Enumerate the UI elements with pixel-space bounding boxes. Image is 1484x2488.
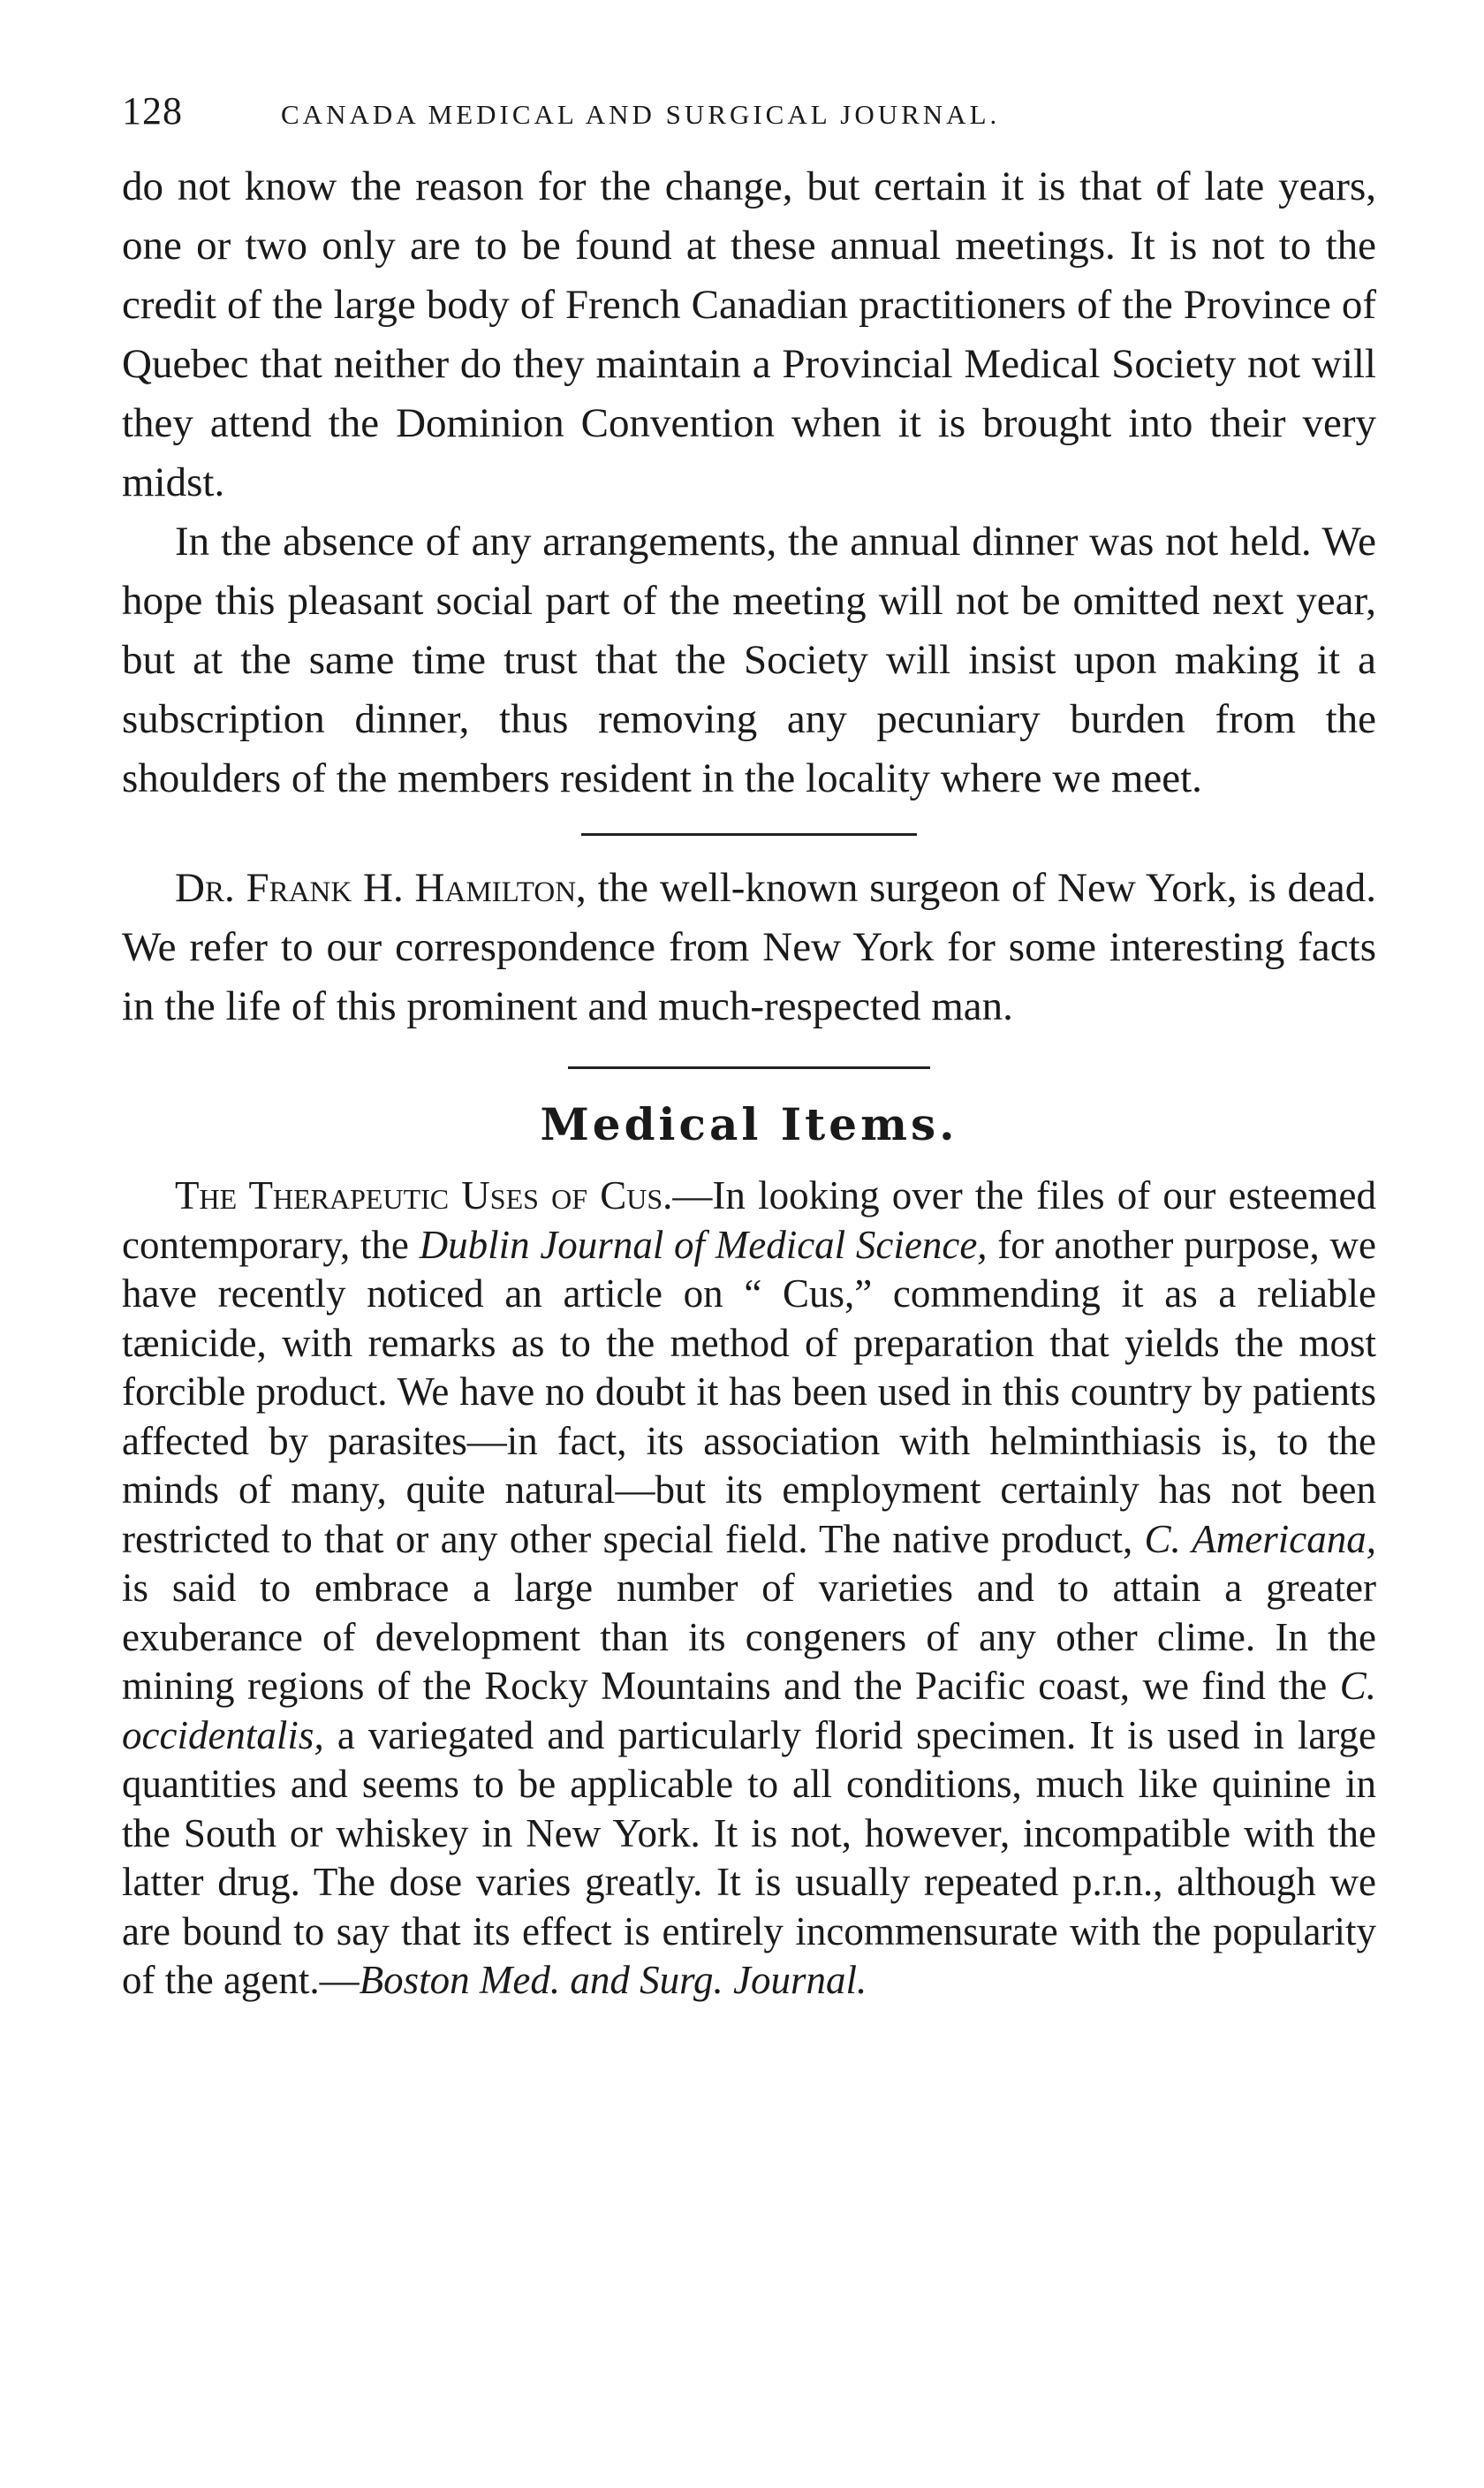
journal-page: [122, 88, 1376, 2006]
item-text-2: for another purpose, we have recently noticed an article on “ Cus,” commending it as a reliable tænicide, with remarks as to the method of preparation that yields the most forcible product. We have no doubt it has been used in this country by patients affected by parasites—in fact, its association with helminthiasis is, to the minds of many, quite natural—but its employment certainly has not been restricted to that or any other special field. The native product,: [122, 1222, 1376, 1561]
item-text-3: is said to embrace a large number of varieties and to attain a greater exuberance of development than its congeners of any other clime. In the mining regions of the Rocky Mountains and the Pacific coast, we find the: [122, 1566, 1376, 1708]
item-text-4: a variegated and particularly florid specimen. It is used in large quantities and seems to be applicable to all conditions, much like quinine in the South or whiskey in New York. It is not, however, incompatible with the latter drug. The dose varies greatly. It is usually repeated p.r.n., although we are bound to say that its effect is entirely incommensurate with the popularity of the agent.—: [122, 1712, 1376, 2002]
species-americana: C. Americana,: [1144, 1516, 1376, 1561]
obituary-text: the well-known surgeon of New York, is dead. We refer to our correspondence from New York for some interesting facts in the life of this prominent and much-respected man.: [122, 865, 1377, 1029]
journal-title: CANADA MEDICAL AND SURGICAL JOURNAL.: [281, 99, 1001, 130]
item-text-1: —In looking over the files of our esteemed contemporary, the: [122, 1173, 1376, 1267]
editorial-paragraph-continued: do not know the reason for the change, but certain it is that of late years, one or two only are to be found at these annual meetings. It is not to the credit of the large body of French Canadian practitioners of the Province of Quebec that neither do they maintain a Provincial Medical Society not will they attend the Dominion Convention when it is brought into their very midst.: [122, 163, 1376, 505]
species-occidentalis: C. occidentalis,: [122, 1664, 1376, 1757]
medical-item-paragraph: [122, 1172, 1376, 2006]
item-lead: The Therapeutic Uses of Cus.: [175, 1173, 673, 1217]
editorial-paragraph-dinner: In the absence of any arrangements, the annual dinner was not held. We hope this pleasant social part of the meeting will not be omitted next year, but at the same time trust that the Society will insist upon making it a subscription dinner, thus removing any pecuniary burden from the shoulders of the members resident in the locality where we meet.: [122, 519, 1376, 801]
obituary-paragraph: [122, 859, 1376, 1036]
section-divider: [568, 1066, 930, 1069]
journal-citation: Dublin Journal of Medical Science,: [419, 1222, 988, 1267]
source-citation: Boston Med. and Surg. Journal.: [359, 1958, 867, 2002]
obituary-name: Dr. Frank H. Hamilton,: [175, 865, 587, 911]
section-heading: Medical Items.: [540, 1098, 958, 1150]
section-divider: [581, 833, 917, 836]
running-head: [122, 88, 1376, 141]
page-number: 128: [122, 89, 183, 133]
